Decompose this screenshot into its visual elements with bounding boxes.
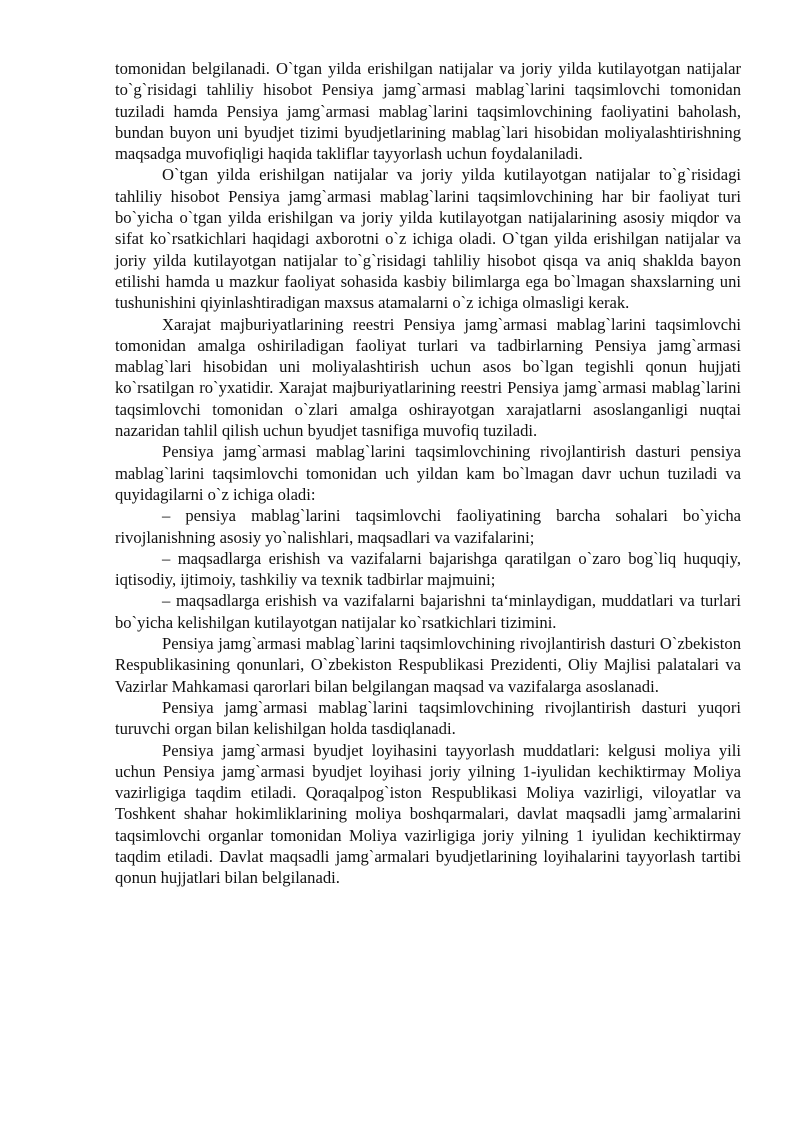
paragraph-analytical-report: O`tgan yilda erishilgan natijalar va joriy yilda kutilayotgan natijalar to`g`risidagi tahliliy hisobot Pensiya jamg`armasi mablag`larini taqsimlovchining har bir faoliyat turi bo`yicha o`tgan yilda erishilgan va joriy yilda kutilayotgan natijalarining asosiy miqdor va sifat ko`rsatkichlari haqidagi axborotni o`z ichiga oladi. O`tgan yilda erishilgan natijalar va joriy yilda kutilayotgan natijalar to`g`risidagi tahliliy hisobot qisqa va aniq shaklda bayon etilishi hamda u mazkur faoliyat sohasida kasbiy bilimlarga ega bo`lmagan shaxslarning uni tushunishini qiyinlashtiradigan maxsus atamalarni o`z ichiga olmasligi kerak. bbox=[115, 165, 741, 313]
paragraph-program-basis: Pensiya jamg`armasi mablag`larini taqsimlovchining rivojlantirish dasturi O`zbekiston Respublikasining qonunlari, O`zbekiston Respublikasi Prezidenti, Oliy Majlisi palatalari va Vazirlar Mahkamasi qarorlari bilan belgilangan maqsad va vazifalarga asoslanadi. bbox=[115, 634, 741, 696]
list-item: – maqsadlarga erishish va vazifalarni bajarishni ta‘minlaydigan, muddatlari va turlari bo`yicha kelishilgan kutilayotgan natijalar ko`rsatkichlari tizimini. bbox=[115, 591, 741, 632]
paragraph-development-program: Pensiya jamg`armasi mablag`larini taqsimlovchining rivojlantirish dasturi pensiya mablag`larini taqsimlovchi tomonidan uch yildan kam bo`lmagan davr uchun tuziladi va quyidagilarni o`z ichiga oladi: bbox=[115, 442, 741, 504]
paragraph-program-approval: Pensiya jamg`armasi mablag`larini taqsimlovchining rivojlantirish dasturi yuqori turuvchi organ bilan kelishilgan holda tasdiqlanadi. bbox=[115, 697, 741, 739]
paragraph-intro-continuation: tomonidan belgilanadi. O`tgan yilda erishilgan natijalar va joriy yilda kutilayotgan natijalar to`g`risidagi tahliliy hisobot Pensiya jamg`armasi mablag`larini taqsimlovchi tomonidan tuziladi hamda Pensiya jamg`armasi mablag`larini taqsimlovchining faoliyatini baholash, bundan buyon uni byudjet tizimi byudjetlarining mablag`lari hisobidan moliyalashtirishning maqsadga muvofiqligi haqida takliflar tayyorlash uchun foydalaniladi. bbox=[115, 59, 741, 164]
list-item: – maqsadlarga erishish va vazifalarni bajarishga qaratilgan o`zaro bog`liq huquqiy, iqtisodiy, ijtimoiy, tashkiliy va texnik tadbirlar majmuini; bbox=[115, 548, 741, 590]
document-page bbox=[115, 58, 741, 889]
list-item: – pensiya mablag`larini taqsimlovchi faoliyatining barcha sohalari bo`yicha rivojlanishning asosiy yo`nalishlari, maqsadlari va vazifalarini; bbox=[115, 506, 741, 547]
paragraph-expenditure-register: Xarajat majburiyatlarining reestri Pensiya jamg`armasi mablag`larini taqsimlovchi tomonidan amalga oshiriladigan faoliyat turlari va tadbirlarning Pensiya jamg`armasi mablag`lari hisobidan uni moliyalashtirish uchun asos bo`lgan tegishli qonun hujjati ko`rsatilgan ro`yxatidir. Xarajat majburiyatlarining reestri Pensiya jamg`armasi mablag`larini taqsimlovchi tomonidan o`zlari amalga oshirayotgan xarajatlarni asoslanganligi nuqtai nazaridan tahlil qilish uchun byudjet tasnifiga muvofiq tuziladi. bbox=[115, 314, 741, 441]
paragraph-budget-deadlines: Pensiya jamg`armasi byudjet loyihasini tayyorlash muddatlari: kelgusi moliya yili uchun Pensiya jamg`armasi byudjet loyihasi joriy yilning 1-iyulidan kechiktirmay Moliya vazirligiga taqdim etiladi. Qoraqalpog`iston Respublikasi Moliya vazirligi, viloyatlar va Toshkent shahar hokimliklarining moliya boshqarmalari, davlat maqsadli jamg`armalarini taqsimlovchi organlar tomonidan Moliya vazirligiga joriy yilning 1 iyulidan kechiktirmay taqdim etiladi. Davlat maqsadli jamg`armalari byudjetlarining loyihalarini tayyorlash tartibi qonun hujjatlari bilan belgilanadi. bbox=[115, 740, 741, 888]
